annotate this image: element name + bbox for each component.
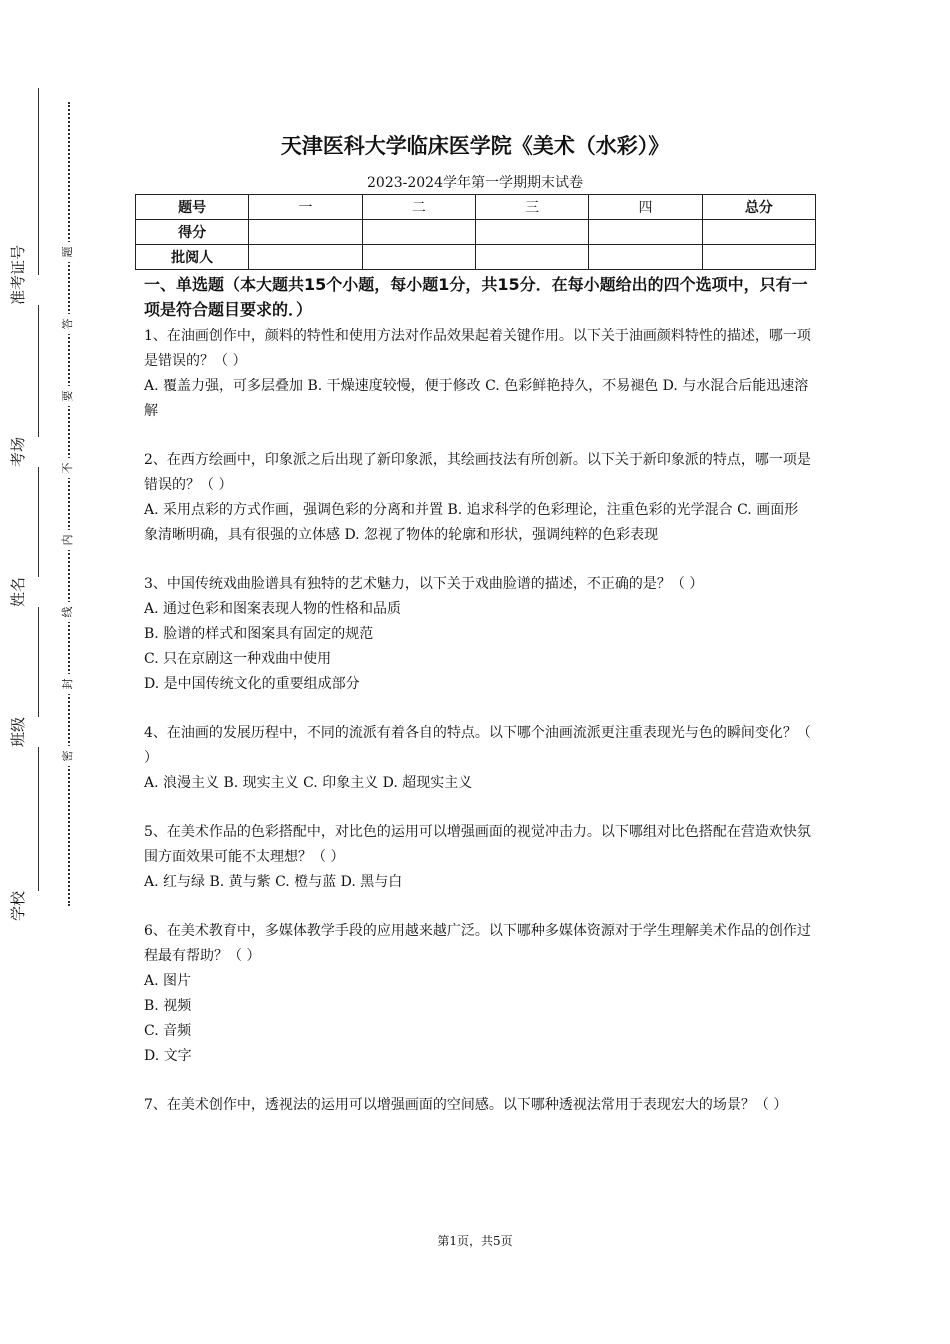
seal-char: 封 — [58, 674, 78, 694]
option-d: D. 文字 — [144, 1048, 192, 1064]
binding-line-dotted — [68, 102, 70, 906]
option-c: C. 音频 — [144, 1023, 192, 1039]
grader-cell[interactable] — [362, 245, 475, 270]
score-cell[interactable] — [249, 220, 362, 245]
header-cell: 四 — [589, 195, 702, 220]
question-options: A. 覆盖力强，可多层叠加 B. 干燥速度较慢，便于修改 C. 色彩鲜艳持久，不易褪色 D. 与水混合后能迅速溶解 — [144, 378, 809, 419]
question-stem: 1、在油画创作中，颜料的特性和使用方法对作品效果起着关键作用。以下关于油画颜料特性的描述，哪一项是错误的？（ ） — [144, 328, 811, 369]
exam-id-label: 准考证号 — [3, 275, 63, 305]
grader-row — [136, 245, 816, 270]
name-label: 姓名 — [3, 577, 63, 607]
option-b: B. 视频 — [144, 998, 192, 1014]
school-label: 学校 — [3, 891, 63, 921]
seal-char: 内 — [58, 530, 78, 550]
page-title: 天津医科大学临床医学院《美术（水彩）》 — [280, 134, 670, 158]
page-footer: 第1页，共5页 — [437, 1234, 513, 1248]
seal-char: 要 — [58, 386, 78, 406]
header-cell: 总分 — [702, 195, 815, 220]
score-row — [136, 220, 816, 245]
question-5 — [144, 820, 812, 895]
question-4 — [144, 721, 812, 796]
header-cell: 一 — [249, 195, 362, 220]
grader-cell[interactable] — [589, 245, 702, 270]
question-2 — [144, 448, 812, 548]
seal-char: 题 — [58, 242, 78, 262]
header-cell: 三 — [475, 195, 588, 220]
class-label: 班级 — [3, 717, 63, 747]
question-stem: 5、在美术作品的色彩搭配中，对比色的运用可以增强画面的视觉冲击力。以下哪组对比色搭配在营造欢快氛围方面效果可能不太理想？（ ） — [144, 824, 811, 865]
option-a: A. 通过色彩和图案表现人物的性格和品质 — [144, 601, 402, 617]
header-cell: 题号 — [136, 195, 249, 220]
row-label: 批阅人 — [136, 245, 249, 270]
grader-cell[interactable] — [249, 245, 362, 270]
score-table-header-row — [136, 195, 816, 220]
grader-cell[interactable] — [475, 245, 588, 270]
score-cell[interactable] — [589, 220, 702, 245]
option-c: C. 只在京剧这一种戏曲中使用 — [144, 651, 332, 667]
question-6 — [144, 919, 812, 1069]
grader-cell[interactable] — [702, 245, 815, 270]
score-cell[interactable] — [362, 220, 475, 245]
question-3 — [144, 572, 812, 697]
question-stem: 2、在西方绘画中，印象派之后出现了新印象派，其绘画技法有所创新。以下关于新印象派的特点，哪一项是错误的？（ ） — [144, 452, 811, 493]
exam-room-label: 考场 — [3, 437, 63, 467]
header-cell: 二 — [362, 195, 475, 220]
option-d: D. 是中国传统文化的重要组成部分 — [144, 676, 360, 692]
section-heading: 一、单选题（本大题共15个小题，每小题1分，共15分．在每小题给出的四个选项中，只有一项是符合题目要求的．） — [144, 275, 808, 319]
question-options: A. 采用点彩的方式作画，强调色彩的分离和并置 B. 追求科学的色彩理论，注重色彩的光学混合 C. 画面形象清晰明确，具有很强的立体感 D. 忽视了物体的轮廓和形状，强调纯粹的色彩表现 — [144, 502, 799, 543]
exam-content — [144, 272, 812, 1142]
seal-char: 密 — [58, 746, 78, 766]
question-1 — [144, 324, 812, 424]
row-label: 得分 — [136, 220, 249, 245]
score-cell[interactable] — [475, 220, 588, 245]
seal-char: 答 — [58, 314, 78, 334]
question-options: A. 红与绿 B. 黄与紫 C. 橙与蓝 D. 黑与白 — [144, 874, 403, 890]
score-table — [135, 194, 816, 270]
option-a: A. 图片 — [144, 973, 192, 989]
question-stem: 4、在油画的发展历程中，不同的流派有着各自的特点。以下哪个油画流派更注重表现光与色的瞬间变化？（ ） — [144, 725, 811, 766]
seal-char: 不 — [58, 458, 78, 478]
question-7 — [144, 1093, 812, 1118]
score-cell[interactable] — [702, 220, 815, 245]
option-b: B. 脸谱的样式和图案具有固定的规范 — [144, 626, 374, 642]
exam-subtitle: 2023-2024学年第一学期期末试卷 — [367, 175, 583, 191]
seal-char: 线 — [58, 602, 78, 622]
question-stem: 3、中国传统戏曲脸谱具有独特的艺术魅力，以下关于戏曲脸谱的描述，不正确的是？（ ） — [144, 576, 704, 592]
question-stem: 6、在美术教育中，多媒体教学手段的应用越来越广泛。以下哪种多媒体资源对于学生理解美术作品的创作过程最有帮助？（ ） — [144, 923, 811, 964]
binding-line-solid — [38, 88, 39, 918]
question-options: A. 浪漫主义 B. 现实主义 C. 印象主义 D. 超现实主义 — [144, 775, 473, 791]
question-stem: 7、在美术创作中，透视法的运用可以增强画面的空间感。以下哪种透视法常用于表现宏大的场景？（ ） — [144, 1097, 788, 1113]
